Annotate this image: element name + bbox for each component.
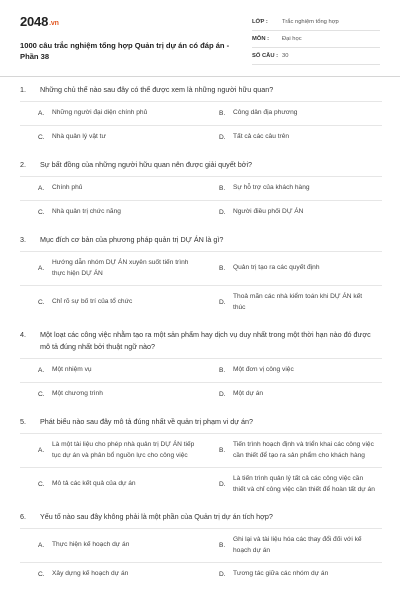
meta-row-class	[252, 14, 380, 31]
option-text: Nhà quản trị chức năng	[52, 208, 121, 216]
option-row	[20, 467, 382, 501]
option-text: Chỉ rõ sự bố trí của tổ chức	[52, 298, 133, 306]
logo-extension: .vn	[49, 20, 59, 27]
answer-option[interactable]	[201, 389, 382, 400]
question-text: Mục đích cơ bản của phương pháp quản trị DỰ ÁN là gì?	[40, 235, 224, 244]
answer-option[interactable]	[20, 132, 201, 143]
option-row	[20, 382, 382, 406]
option-row	[20, 528, 382, 562]
header-divider	[0, 76, 400, 77]
answer-option[interactable]	[201, 535, 382, 556]
question-item	[20, 155, 382, 230]
answer-option[interactable]	[20, 108, 201, 119]
option-letter: B.	[219, 110, 226, 117]
question-number: 2.	[20, 160, 26, 169]
question-number: 5.	[20, 417, 26, 426]
meta-row-question-count	[252, 48, 380, 65]
question-text: Những chủ thể nào sau đây có thể được xem là những người hữu quan?	[40, 85, 274, 94]
question-text: Phát biểu nào sau đây mô tả đúng nhất về quản trị phạm vi dự án?	[40, 417, 253, 426]
option-letter: C.	[38, 299, 45, 306]
answer-option[interactable]	[20, 389, 201, 400]
option-letter: C.	[38, 134, 45, 141]
option-letter: A.	[38, 447, 45, 454]
question-item	[20, 230, 382, 325]
answer-option[interactable]	[201, 365, 382, 376]
question-number: 3.	[20, 235, 26, 244]
answer-option[interactable]	[20, 365, 201, 376]
answer-option[interactable]	[20, 569, 201, 580]
answer-option[interactable]	[20, 440, 201, 461]
option-letter: C.	[38, 481, 45, 488]
logo-text: 2048	[20, 14, 49, 29]
option-row	[20, 176, 382, 200]
meta-value: Trắc nghiệm tổng hợp	[282, 19, 339, 25]
option-text: Chính phủ	[52, 184, 83, 192]
question-spacer	[20, 586, 382, 592]
option-text: Thoả mãn các nhà kiểm toán khi DỰ ÁN kết thúc	[233, 293, 363, 311]
answer-option[interactable]	[201, 292, 382, 313]
meta-value: 30	[282, 53, 289, 59]
option-text: Là một tài liệu cho phép nhà quản trị DỰ ÁN tiếp tục dự án và phân bổ nguồn lực cho công việc	[52, 441, 195, 459]
meta-key: SỐ CÂU :	[252, 53, 279, 59]
option-text: Tương tác giữa các nhóm dự án	[233, 570, 329, 578]
document-meta	[252, 14, 380, 65]
question-text: Sự bất đồng của những người hữu quan nên được giải quyết bởi?	[40, 160, 253, 169]
answer-option[interactable]	[201, 132, 382, 143]
option-letter: B.	[219, 447, 226, 454]
answer-option[interactable]	[20, 183, 201, 194]
option-text: Hướng dẫn nhóm DỰ ÁN xuyên suốt tiến trình thực hiện DỰ ÁN	[52, 259, 189, 277]
option-letter: C.	[38, 571, 45, 578]
question-stem	[20, 232, 382, 251]
question-stem	[20, 82, 382, 101]
option-text: Ghi lại và tài liệu hóa các thay đổi đối với kế hoạch dự án	[233, 536, 362, 554]
option-text: Sự hỗ trợ của khách hàng	[233, 184, 310, 192]
question-item	[20, 507, 382, 592]
question-stem	[20, 509, 382, 528]
option-text: Là tiến trình quản lý tất cả các công việc cần thiết và chỉ công việc cần thiết để hoàn tất dự án	[233, 475, 375, 493]
answer-option[interactable]	[20, 207, 201, 218]
option-row	[20, 125, 382, 149]
answer-option[interactable]	[20, 540, 201, 551]
option-letter: D.	[219, 391, 226, 398]
option-letter: D.	[219, 209, 226, 216]
question-text: Yếu tố nào sau đây không phải là một phần của Quản trị dự án tích hợp?	[40, 512, 273, 521]
answer-option[interactable]	[201, 108, 382, 119]
answer-option[interactable]	[201, 440, 382, 461]
option-row	[20, 433, 382, 467]
meta-value: Đại học	[282, 36, 302, 42]
question-number: 6.	[20, 512, 26, 521]
option-letter: D.	[219, 299, 226, 306]
answer-option[interactable]	[201, 263, 382, 274]
question-stem	[20, 414, 382, 433]
option-text: Tiến trình hoạch định và triển khai các công việc cần thiết để tạo ra sản phẩm cho khách hàng	[233, 441, 374, 459]
question-number: 4.	[20, 330, 26, 339]
option-text: Quản trị tạo ra các quyết định	[233, 264, 320, 272]
answer-option[interactable]	[201, 183, 382, 194]
option-letter: A.	[38, 542, 45, 549]
meta-key: LỚP :	[252, 19, 268, 25]
option-text: Một đơn vị công việc	[233, 366, 294, 374]
option-row	[20, 358, 382, 382]
answer-option[interactable]	[20, 479, 201, 490]
option-text: Tất cả các câu trên	[233, 133, 290, 141]
option-letter: C.	[38, 209, 45, 216]
option-row	[20, 562, 382, 586]
option-letter: B.	[219, 542, 226, 549]
meta-row-subject	[252, 31, 380, 48]
question-stem	[20, 157, 382, 176]
option-letter: B.	[219, 265, 226, 272]
option-text: Xây dựng kế hoạch dự án	[52, 570, 129, 578]
answer-option[interactable]	[20, 258, 201, 279]
question-item	[20, 325, 382, 412]
option-text: Một dự án	[233, 390, 264, 398]
option-row	[20, 285, 382, 319]
option-text: Một chương trình	[52, 390, 103, 398]
option-row	[20, 101, 382, 125]
option-text: Công dân địa phương	[233, 109, 298, 117]
option-row	[20, 251, 382, 285]
answer-option[interactable]	[201, 569, 382, 580]
answer-option[interactable]	[201, 474, 382, 495]
option-letter: A.	[38, 265, 45, 272]
question-list	[20, 80, 382, 592]
option-letter: B.	[219, 367, 226, 374]
option-text: Những người đại diện chính phủ	[52, 109, 148, 117]
option-row	[20, 200, 382, 224]
option-letter: D.	[219, 134, 226, 141]
answer-option[interactable]	[20, 297, 201, 308]
question-item	[20, 80, 382, 155]
site-logo[interactable]	[20, 14, 59, 29]
option-letter: A.	[38, 367, 45, 374]
option-letter: C.	[38, 391, 45, 398]
option-letter: A.	[38, 110, 45, 117]
option-text: Mô tả các kết quả của dự án	[52, 480, 136, 488]
option-letter: D.	[219, 571, 226, 578]
option-text: Người điều phối DỰ ÁN	[233, 208, 304, 216]
question-text: Một loạt các công việc nhằm tạo ra một sản phẩm hay dịch vụ duy nhất trong một thời hạn nào đó được mô tả đúng nhất bởi thuật ngữ nào?	[40, 330, 371, 351]
meta-key: MÔN :	[252, 36, 270, 42]
document-title: 1000 câu trắc nghiệm tổng hợp Quản trị dự án có đáp án - Phần 38	[20, 41, 230, 61]
option-text: Nhà quản lý vật tư	[52, 133, 106, 141]
question-stem	[20, 327, 382, 358]
option-text: Thực hiện kế hoạch dự án	[52, 541, 130, 549]
option-letter: D.	[219, 481, 226, 488]
question-item	[20, 412, 382, 507]
option-letter: B.	[219, 185, 226, 192]
option-text: Một nhiệm vụ	[52, 366, 92, 374]
document-header	[20, 10, 380, 78]
answer-option[interactable]	[201, 207, 382, 218]
option-letter: A.	[38, 185, 45, 192]
question-number: 1.	[20, 85, 26, 94]
